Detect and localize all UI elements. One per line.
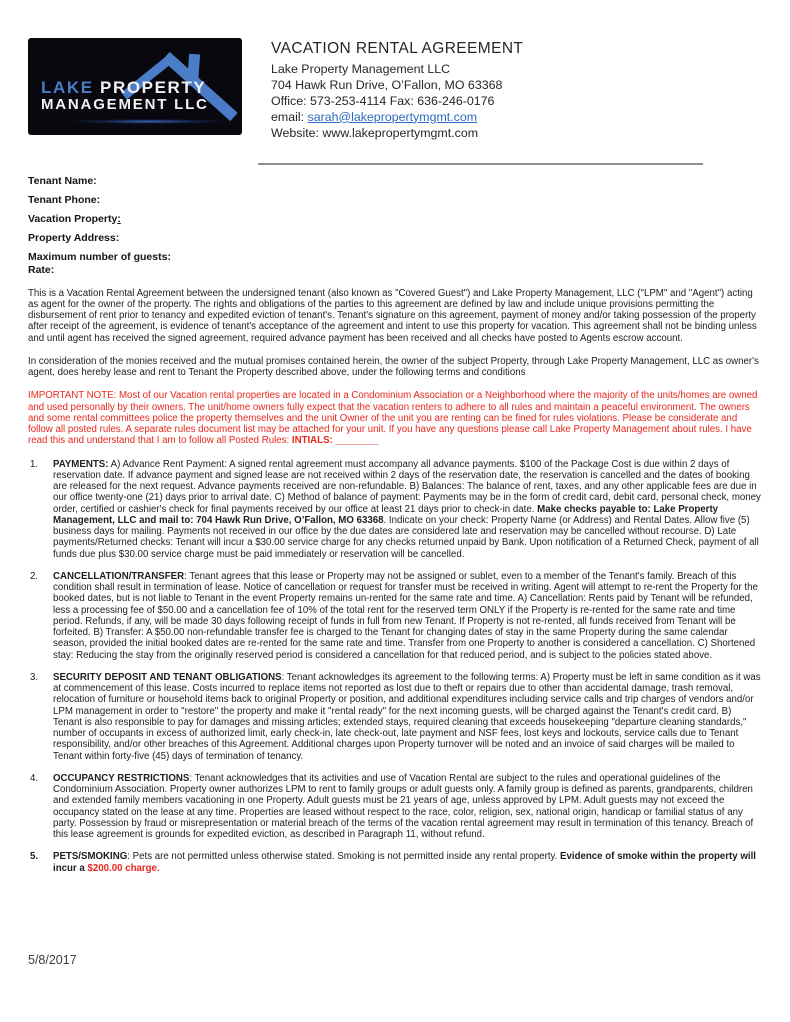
- logo-management-text: MANAGEMENT LLC: [41, 96, 209, 114]
- header-divider: [258, 163, 703, 165]
- company-logo: [28, 38, 242, 135]
- term-text: CANCELLATION/TRANSFER: Tenant agrees that this lease or Property may not be assigned or sublet, even to a member of the Tenant's family. Breach of this condition shall result in termination of lease. Notice of cancellation or request for transfer must be received in writing. Agent will attempt to re-rent the Property for the booked dates, but is not liable to Tenant in the event Property remains un-rented for the same rate and time. A) Cancellation: Rents paid by Tenant will be refunded, less a processing fee of $50.00 and a cancellation fee of 10% of the total rent for the reserved term ONLY if the Property is re-rented for the same rate and time period. Refunds, if any, will be made 30 days following receipt of funds in full from new Tenant. If Property is not re-rented, all funds received from Tenant will be forfeited. B) Transfer: A $50.00 non-refundable transfer fee is charged to the Tenant for changing dates of stay in the same Property during the same calendar season, provided the initial booked dates are re-rented for the same rate and time. Transfer from one Property to another is considered a cancellation. C) Shortened stay: Reducing the stay from the originally reserved period is considered a cancellation for that reduced period, and is subject to the policies stated above.: [53, 570, 758, 661]
- term-item-payments: [28, 459, 762, 560]
- company-name: Lake Property Management LLC: [271, 62, 451, 76]
- term-text: SECURITY DEPOSIT AND TENANT OBLIGATIONS: Tenant acknowledges its agreement to the following terms: A) Property must be left in same condition as it was at commencement of this lease. Costs incurred to replace items not reported as lost due to theft or repairs due to other than accidental damage, trash removal, relocation of furniture or household items back to original Property or position, and additional expenditures including service calls and trip charges of vendors and/or LPM management in order to "restore" the property and make it "rental ready" for the next incoming guests, will be charged against the Tenant's credit card. B) Tenant is also responsible to pay for damages and missing articles; extended stays, required cleaning that exceeds housekeeping "departure cleaning standards," number of occupants in excess of authorized limit, early check-in, late check-out, late payment and NSF fees, lost keys and lockouts, service calls due to Tenant responsibility, and/or other breaches of this Agreement. Additional charges upon Property turnover will be noted and an invoice of said charges will be mailed to Tenant within forty-five (45) days of termination of tenancy.: [53, 671, 761, 762]
- important-note: IMPORTANT NOTE: Most of our Vacation rental properties are located in a Condominium Association or a Neighborhood where the majority of the units/homes are owned and used personally by their owners. The unit/home owners fully expect that the vacation renters to adhere to all rules and maintain a peaceful environment. The owners and some rental committees police the property themselves and the unit Owner of the unit you are renting can be fined for rules violations. Please be considerate and follow all posted rules. A separate rules document list may be attached for your unit. If you have any questions please call Lake Property Management about rules. I have read this and understand that I am to follow all Posted Rules: INTIALS: ________: [28, 390, 758, 447]
- term-item-occupancy-restrictions: [28, 773, 762, 841]
- term-number: 5.: [30, 851, 39, 863]
- term-text: PAYMENTS: A) Advance Rent Payment: A signed rental agreement must accompany all advance payments. $100 of the Package Cost is due within 2 days of reservation date. If advance payment and signed lease are not received within 2 days of the reservation date, the reservation is cancelled and the dates of booking are released for the next request. Advance payments received are non-refundable. B) Balances: The balance of rent, taxes, and any other applicable fees are due in our office twenty-one (21) days prior to arrival date. C) Method of balance of payment: Payments may be in the form of credit card, debit card, personal check, money order, certified or cashier's check for final payments received by our office at least 21 days prior to check-in date. Make checks payable to: Lake Property Management, LLC and mail to: 704 Hawk Run Drive, O’Fallon, MO 63368. Indicate on your check: Property Name (or Address) and Rental Dates. Allow five (5) business days for mailing. Payments not received in our office by the due dates are considered late and reservation may be cancelled without recourse. D) Late payments/Returned checks: Tenant will incur a $30.00 service charge for any checks returned unpaid by Bank. Upon notification of a Returned Check, payment of all funds due plus $30.00 service charge must be paid immediately or reservation will be cancelled.: [53, 458, 761, 560]
- company-info: [242, 38, 523, 142]
- logo-lake-text: LAKE: [41, 78, 94, 98]
- field-tenant-phone: Tenant Phone:: [28, 193, 101, 206]
- field-rate: Rate:: [28, 263, 55, 276]
- term-number: 3.: [30, 671, 39, 683]
- term-item-cancellation-transfer: [28, 571, 762, 661]
- term-number: 2.: [30, 570, 39, 582]
- company-website-line: [271, 126, 523, 142]
- logo-underline: [73, 119, 224, 124]
- logo-property-text: PROPERTY: [100, 78, 207, 98]
- underlined-colon: :: [117, 212, 121, 225]
- website-url: www.lakepropertymgmt.com: [322, 125, 479, 140]
- term-item-security-deposit: [28, 672, 762, 762]
- email-link[interactable]: sarah@lakepropertymgmt.com: [307, 109, 478, 124]
- company-email-line: [271, 110, 523, 126]
- term-number: 4.: [30, 772, 39, 784]
- document-title: VACATION RENTAL AGREEMENT: [271, 40, 524, 57]
- field-vacation-property: Vacation Property:: [28, 212, 121, 225]
- term-text: PETS/SMOKING: Pets are not permitted unless otherwise stated. Smoking is not permitted inside any rental property. Evidence of smoke within the property will incur a $200.00 charge.: [53, 851, 756, 874]
- tenant-fields: [28, 175, 762, 276]
- term-number: 1.: [30, 458, 39, 470]
- field-property-address: Property Address:: [28, 231, 120, 244]
- terms-list: [28, 459, 762, 874]
- logo-text: [41, 79, 209, 113]
- term-item-pets-smoking: [28, 851, 762, 874]
- intro-paragraph-2: In consideration of the monies received and the mutual promises contained herein, the owner of the subject Property, through Lake Property Management, LLC as owner's agent, does hereby lease and rent to Tenant the Property described above, under the following terms and conditions: [28, 355, 759, 379]
- field-max-guests: Maximum number of guests:: [28, 250, 171, 263]
- document-header: [28, 38, 762, 142]
- email-label: email:: [271, 109, 308, 124]
- company-address: 704 Hawk Run Drive, O’Fallon, MO 63368: [271, 77, 503, 92]
- term-text: OCCUPANCY RESTRICTIONS: Tenant acknowledges that its activities and use of Vacation Rental are subject to the rules and operational guidelines of the Condominium Association. Property owner authorizes LPM to rent to family groups or adult guests only. A family group is defined as parents, grandparents, children and extended family members vacationing in one Property. Adult guests must be 21 years of age, unless approved by LPM. Adult guests may not exceed the occupancy stated on the lease at any time. Properties are leased without respect to the race, color, religion, sex, national origin, handicap or familial status of any party. Possession by fraud or misrepresentation or material breach of the terms of the vacation rental agreement may result in termination of this tenancy. Breach of this lease agreement is grounds for expedited eviction, as described in Paragraph 11, without refund.: [53, 772, 754, 841]
- intro-paragraph-1: This is a Vacation Rental Agreement between the undersigned tenant (also known as "Covered Guest") and Lake Property Management, LLC ("LPM" and "Agent") acting as agent for the owner of the property. The rights and obligations of the parties to this agreement are defined by law and include unique provisions permitting the disbursement of rent prior to tenancy and expedited eviction of tenant's. Tenant's signature on this agreement, payment of money and/or taking possession of the property after receipt of the agreement, is evidence of tenant's acceptance of the agreement and intent to use this property for vacation. This agreement shall not be binding unless and until agent has received the signed agreement, required advance payment has been received and all checks have posted to Agents escrow account.: [28, 287, 757, 344]
- document-date: 5/8/2017: [28, 953, 77, 967]
- website-label: Website:: [271, 125, 323, 140]
- company-phone-fax: Office: 573-253-4114 Fax: 636-246-0176: [271, 93, 495, 108]
- field-tenant-name: Tenant Name:: [28, 174, 97, 187]
